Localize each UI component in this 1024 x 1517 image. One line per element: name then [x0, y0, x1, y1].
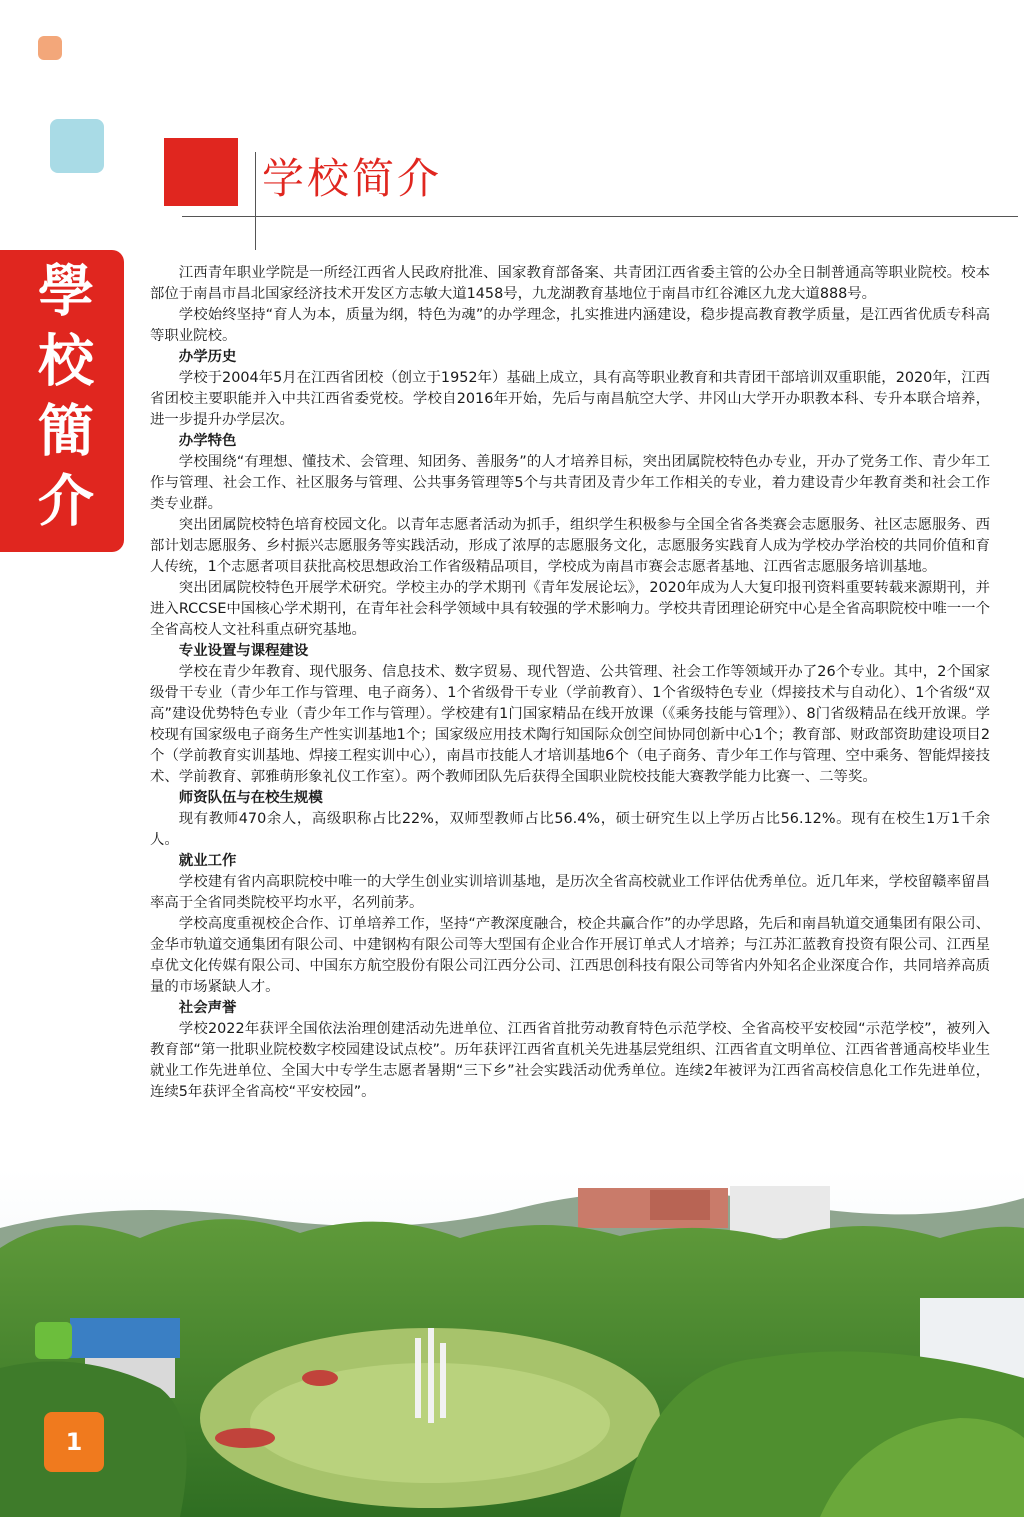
programs-paragraph: 学校在青少年教育、现代服务、信息技术、数字贸易、现代智造、公共管理、社会工作等领域开办了26个专业。其中，2个国家级骨干专业（青少年工作与管理、电子商务）、1个省级骨干专业（学前教育）、1个省级特色专业（焊接技术与自动化）、1个省级“双高”建设优势特色专业（青少年工作与管理）。学校建有1门国家精品在线开放课（《乘务技能与管理》）、8门省级精品在线开放课。学校现有国家级电子商务生产性实训基地1个；国家级应用技术陶行知国际众创空间协同创新中心1个；教育部、财政部资助建设项目2个（学前教育实训基地、焊接工程实训中心），南昌市技能人才培训基地6个（电子商务、青少年工作与管理、空中乘务、智能焊接技术、学前教育、郭雅萌形象礼仪工作室）。两个教师团队先后获得全国职业院校技能大赛教学能力比赛一、二等奖。 — [150, 664, 990, 785]
page-number: 1 — [44, 1412, 104, 1472]
section-heading-reputation: 社会声誉 — [178, 1000, 237, 1016]
features-paragraph: 学校围绕“有理想、懂技术、会管理、知团务、善服务”的人才培养目标，突出团属院校特色办专业，开办了党务工作、青少年工作与管理、社会工作、社区服务与管理、公共事务管理等5个与共青团及青少年工作相关的专业，着力建设青少年教育类和社会工作类专业群。 — [150, 454, 990, 512]
history-paragraph: 学校于2004年5月在江西省团校（创立于1952年）基础上成立，具有高等职业教育和共青团干部培训双重职能，2020年，江西省团校主要职能并入中共江西省委党校。学校自2016年开始，先后与南昌航空大学、井冈山大学开办职教本科、专升本联合培养，进一步提升办学层次。 — [150, 370, 990, 428]
section-heading-programs: 专业设置与课程建设 — [178, 643, 309, 659]
section-heading-faculty: 师资队伍与在校生规模 — [178, 790, 323, 806]
features-paragraph: 突出团属院校特色培育校园文化。以青年志愿者活动为抓手，组织学生积极参与全国全省各类赛会志愿服务、社区志愿服务、西部计划志愿服务、乡村振兴志愿服务等实践活动，形成了浓厚的志愿服务文化，志愿服务实践育人成为学校办学治校的共同价值和育人传统，1个志愿者项目获批高校思想政治工作省级精品项目，学校成为南昌市赛会志愿者基地、江西省志愿服务培训基地。 — [150, 517, 990, 575]
campus-photo — [0, 1168, 1024, 1517]
side-title-tab — [0, 250, 124, 552]
header-red-block — [164, 138, 238, 206]
intro-paragraph: 学校始终坚持“育人为本，质量为纲，特色为魂”的办学理念，扎实推进内涵建设，稳步提高教育教学质量，是江西省优质专科高等职业院校。 — [150, 307, 990, 344]
decorative-orange-square — [38, 36, 62, 60]
section-heading-features: 办学特色 — [178, 433, 237, 449]
header-vertical-rule — [255, 152, 256, 250]
faculty-paragraph: 现有教师470余人，高级职称占比22%，双师型教师占比56.4%，硕士研究生以上学历占比56.12%。现有在校生1万1千余人。 — [150, 811, 990, 848]
decorative-green-square — [35, 1322, 72, 1359]
decorative-blue-square — [50, 119, 104, 173]
intro-paragraph: 江西青年职业学院是一所经江西省人民政府批准、国家教育部备案、共青团江西省委主管的公办全日制普通高等职业院校。校本部位于南昌市昌北国家经济技术开发区方志敏大道1458号，九龙湖教育基地位于南昌市红谷滩区九龙大道888号。 — [150, 265, 990, 302]
reputation-paragraph: 学校2022年获评全国依法治理创建活动先进单位、江西省首批劳动教育特色示范学校、全省高校平安校园“示范学校”，被列入教育部“第一批职业院校数字校园建设试点校”。历年获评江西省直机关先进基层党组织、江西省直文明单位、江西省普通高校毕业生就业工作先进单位、全国大中专学生志愿者暑期“三下乡”社会实践活动优秀单位。连续2年被评为江西省高校信息化工作先进单位，连续5年获评全省高校“平安校园”。 — [150, 1021, 990, 1100]
section-heading-employment: 就业工作 — [178, 853, 237, 869]
features-paragraph: 突出团属院校特色开展学术研究。学校主办的学术期刊《青年发展论坛》，2020年成为人大复印报刊资料重要转载来源期刊，并进入RCCSE中国核心学术期刊，在青年社会科学领域中具有较强的学术影响力。学校共青团理论研究中心是全省高职院校中唯一一个全省高校人文社科重点研究基地。 — [150, 580, 990, 638]
side-title-text: 學校簡介 — [29, 261, 95, 541]
article-body — [150, 263, 990, 1103]
employment-paragraph: 学校高度重视校企合作、订单培养工作，坚持“产教深度融合，校企共赢合作”的办学思路，先后和南昌轨道交通集团有限公司、金华市轨道交通集团有限公司、中建钢构有限公司等大型国有企业合作开展订单式人才培养；与江苏汇蓝教育投资有限公司、江西星卓优文化传媒有限公司、中国东方航空股份有限公司江西分公司、江西思创科技有限公司等省内外知名企业深度合作，共同培养高质量的市场紧缺人才。 — [150, 916, 990, 995]
employment-paragraph: 学校建有省内高职院校中唯一的大学生创业实训培训基地，是历次全省高校就业工作评估优秀单位。近几年来，学校留赣率留昌率高于全省同类院校平均水平，名列前茅。 — [150, 874, 990, 911]
header-horizontal-rule — [182, 216, 1018, 217]
page-title: 学校简介 — [262, 154, 443, 203]
section-heading-history: 办学历史 — [178, 349, 237, 365]
